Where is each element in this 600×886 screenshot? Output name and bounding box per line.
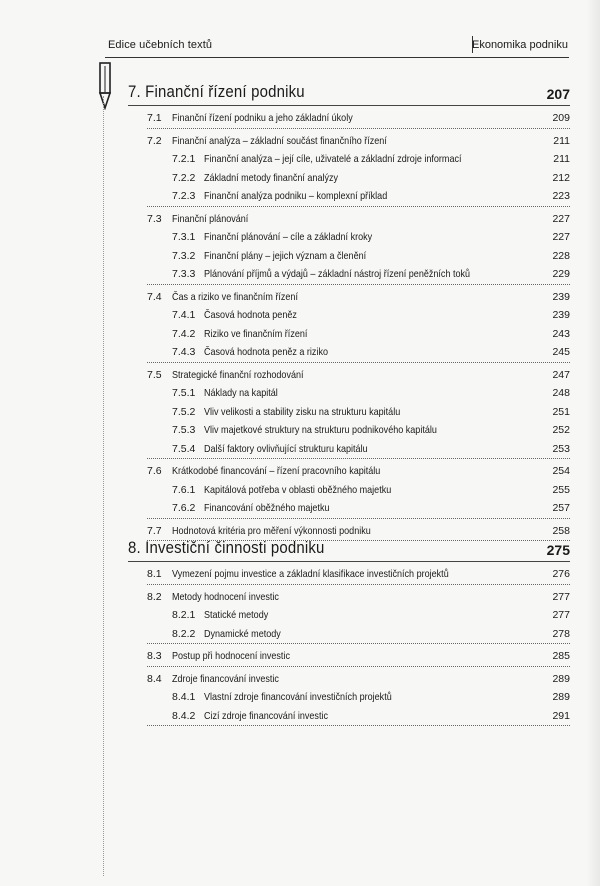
section-divider bbox=[147, 362, 570, 363]
subentry-title: Další faktory ovlivňující strukturu kapitálu bbox=[204, 442, 368, 455]
toc-subentry[interactable] bbox=[172, 387, 570, 402]
subentry-page: 291 bbox=[552, 709, 570, 722]
subentry-page: 251 bbox=[552, 405, 570, 418]
entry-page: 289 bbox=[552, 672, 570, 685]
subentry-page: 248 bbox=[552, 387, 570, 399]
subentry-title: Vlastní zdroje financování investičních projektů bbox=[204, 691, 392, 703]
entry-title: Metody hodnocení investic bbox=[172, 590, 279, 603]
subentry-page: 211 bbox=[553, 153, 570, 165]
subentry-title: Základní metody finanční analýzy bbox=[204, 171, 339, 184]
subentry-title: Finanční analýza – její cíle, uživatelé a základní zdroje informací bbox=[204, 153, 462, 165]
toc-entry[interactable] bbox=[147, 213, 570, 228]
toc-subentry[interactable] bbox=[172, 443, 570, 458]
header-book-title: Ekonomika podniku bbox=[471, 39, 568, 51]
entry-title: Postup při hodnocení investic bbox=[172, 650, 290, 662]
subentry-page: 252 bbox=[552, 424, 570, 436]
subentry-title: Dynamické metody bbox=[204, 627, 281, 640]
subentry-number: 8.4.2 bbox=[172, 709, 196, 722]
header-rule bbox=[105, 57, 569, 58]
subentry-number: 7.4.3 bbox=[172, 346, 196, 358]
toc-subentry[interactable] bbox=[172, 250, 570, 265]
entry-number: 8.2 bbox=[147, 590, 162, 603]
subentry-title: Statické metody bbox=[204, 609, 269, 621]
pen-icon bbox=[96, 62, 114, 110]
subentry-number: 7.3.2 bbox=[172, 249, 196, 262]
subentry-number: 7.6.2 bbox=[172, 502, 196, 514]
section-divider bbox=[147, 666, 570, 667]
subentry-number: 7.5.3 bbox=[172, 424, 196, 436]
entry-page: 285 bbox=[552, 650, 570, 662]
toc-subentry[interactable] bbox=[172, 309, 570, 324]
chapter-page: 275 bbox=[546, 542, 570, 558]
chapter-heading[interactable] bbox=[128, 78, 570, 102]
entry-title: Zdroje financování investic bbox=[172, 672, 279, 685]
entry-number: 7.7 bbox=[147, 524, 162, 537]
toc-subentry[interactable] bbox=[172, 502, 570, 517]
entry-page: 258 bbox=[552, 524, 570, 537]
subentry-page: 289 bbox=[552, 691, 570, 703]
toc-entry[interactable] bbox=[147, 568, 570, 583]
section-divider bbox=[147, 584, 570, 585]
toc-subentry[interactable] bbox=[172, 153, 570, 168]
subentry-title: Časová hodnota peněz a riziko bbox=[204, 346, 329, 358]
chapter-title: 8. Investiční činnosti podniku bbox=[128, 538, 325, 557]
toc-subentry[interactable] bbox=[172, 424, 570, 439]
subentry-page: 223 bbox=[552, 190, 570, 202]
subentry-page: 278 bbox=[552, 627, 570, 640]
entry-number: 7.5 bbox=[147, 368, 162, 381]
subentry-title: Kapitálová potřeba v oblasti oběžného majetku bbox=[204, 483, 392, 496]
toc-entry[interactable] bbox=[147, 369, 570, 384]
toc-subentry[interactable] bbox=[172, 406, 570, 421]
entry-page: 209 bbox=[552, 112, 570, 124]
toc-entry[interactable] bbox=[147, 591, 570, 606]
subentry-number: 7.6.1 bbox=[172, 483, 196, 496]
entry-page: 227 bbox=[552, 212, 570, 225]
section-divider bbox=[147, 458, 570, 459]
subentry-page: 228 bbox=[552, 249, 570, 262]
subentry-number: 7.3.1 bbox=[172, 231, 196, 243]
subentry-page: 212 bbox=[552, 171, 570, 184]
entry-number: 7.1 bbox=[147, 112, 162, 124]
chapter-rule bbox=[128, 105, 570, 106]
toc-subentry[interactable] bbox=[172, 231, 570, 246]
subentry-number: 8.2.1 bbox=[172, 609, 196, 621]
entry-page: 239 bbox=[552, 290, 570, 303]
running-header bbox=[106, 36, 570, 56]
subentry-title: Plánování příjmů a výdajů – základní nástroj řízení peněžních toků bbox=[204, 268, 471, 280]
subentry-number: 7.5.1 bbox=[172, 387, 196, 399]
toc-subentry[interactable] bbox=[172, 190, 570, 205]
subentry-title: Finanční plánování – cíle a základní kroky bbox=[204, 231, 373, 243]
section-divider bbox=[147, 518, 570, 519]
toc-entry[interactable] bbox=[147, 650, 570, 665]
entry-title: Krátkodobé financování – řízení pracovního kapitálu bbox=[172, 465, 381, 477]
entry-number: 7.4 bbox=[147, 290, 162, 303]
subentry-title: Finanční plány – jejich význam a členění bbox=[204, 249, 367, 262]
subentry-page: 253 bbox=[552, 442, 570, 455]
chapter-page: 207 bbox=[546, 86, 570, 102]
toc-entry[interactable] bbox=[147, 135, 570, 150]
entry-number: 8.4 bbox=[147, 672, 162, 685]
entry-page: 277 bbox=[552, 590, 570, 603]
subentry-page: 229 bbox=[552, 268, 570, 280]
subentry-number: 8.2.2 bbox=[172, 627, 196, 640]
subentry-number: 7.4.2 bbox=[172, 327, 196, 340]
entry-page: 247 bbox=[552, 368, 570, 381]
subentry-title: Vliv majetkové struktury na strukturu podnikového kapitálu bbox=[204, 424, 437, 436]
subentry-title: Financování oběžného majetku bbox=[204, 502, 330, 514]
toc-entry[interactable] bbox=[147, 291, 570, 306]
section-divider bbox=[147, 643, 570, 644]
toc-entry[interactable] bbox=[147, 673, 570, 688]
subentry-title: Cizí zdroje financování investic bbox=[204, 709, 328, 722]
entry-title: Hodnotová kritéria pro měření výkonnosti podniku bbox=[172, 524, 371, 537]
section-divider bbox=[147, 284, 570, 285]
subentry-number: 7.5.2 bbox=[172, 405, 196, 418]
entry-number: 8.1 bbox=[147, 568, 162, 580]
toc-subentry[interactable] bbox=[172, 691, 570, 706]
entry-page: 276 bbox=[552, 568, 570, 580]
subentry-title: Finanční analýza podniku – komplexní příklad bbox=[204, 190, 388, 202]
subentry-number: 7.5.4 bbox=[172, 442, 196, 455]
subentry-page: 277 bbox=[552, 609, 570, 621]
subentry-page: 255 bbox=[552, 483, 570, 496]
margin-dotted-rule bbox=[103, 96, 104, 876]
toc-subentry[interactable] bbox=[172, 628, 570, 643]
entry-page: 254 bbox=[552, 465, 570, 477]
entry-title: Finanční analýza – základní součást finančního řízení bbox=[172, 134, 387, 147]
chapter-title: 7. Finanční řízení podniku bbox=[128, 82, 305, 101]
entry-title: Vymezení pojmu investice a základní klasifikace investičních projektů bbox=[172, 568, 449, 580]
subentry-page: 243 bbox=[552, 327, 570, 340]
subentry-title: Náklady na kapitál bbox=[204, 387, 278, 399]
entry-title: Finanční řízení podniku a jeho základní úkoly bbox=[172, 112, 353, 124]
subentry-page: 227 bbox=[552, 231, 570, 243]
toc-entry[interactable] bbox=[147, 465, 570, 480]
toc-subentry[interactable] bbox=[172, 609, 570, 624]
subentry-page: 239 bbox=[552, 309, 570, 321]
subentry-page: 257 bbox=[552, 502, 570, 514]
page-edge-shade bbox=[586, 0, 600, 886]
chapter-heading[interactable] bbox=[128, 534, 570, 558]
section-divider bbox=[147, 128, 570, 129]
subentry-number: 7.2.3 bbox=[172, 190, 196, 202]
toc-subentry[interactable] bbox=[172, 346, 570, 361]
header-series-title: Edice učebních textů bbox=[108, 39, 213, 51]
subentry-title: Riziko ve finančním řízení bbox=[204, 327, 308, 340]
toc-subentry[interactable] bbox=[172, 172, 570, 187]
entry-title: Strategické finanční rozhodování bbox=[172, 368, 304, 381]
entry-number: 7.2 bbox=[147, 134, 162, 147]
subentry-number: 7.2.2 bbox=[172, 171, 196, 184]
chapter-rule bbox=[128, 561, 570, 562]
entry-page: 211 bbox=[553, 134, 570, 147]
toc-subentry[interactable] bbox=[172, 328, 570, 343]
entry-number: 7.6 bbox=[147, 465, 162, 477]
entry-title: Finanční plánování bbox=[172, 212, 249, 225]
entry-number: 7.3 bbox=[147, 212, 162, 225]
entry-title: Čas a riziko ve finančním řízení bbox=[172, 290, 298, 303]
subentry-number: 7.4.1 bbox=[172, 309, 196, 321]
subentry-page: 245 bbox=[552, 346, 570, 358]
subentry-number: 8.4.1 bbox=[172, 691, 196, 703]
section-divider bbox=[147, 206, 570, 207]
subentry-title: Vliv velikosti a stability zisku na strukturu kapitálu bbox=[204, 405, 401, 418]
subentry-number: 7.3.3 bbox=[172, 268, 196, 280]
toc-subentry[interactable] bbox=[172, 484, 570, 499]
toc-subentry[interactable] bbox=[172, 710, 570, 725]
section-divider bbox=[147, 725, 570, 726]
toc-entry[interactable] bbox=[147, 112, 570, 127]
subentry-number: 7.2.1 bbox=[172, 153, 196, 165]
toc-subentry[interactable] bbox=[172, 268, 570, 283]
subentry-title: Časová hodnota peněz bbox=[204, 309, 297, 321]
entry-number: 8.3 bbox=[147, 650, 162, 662]
